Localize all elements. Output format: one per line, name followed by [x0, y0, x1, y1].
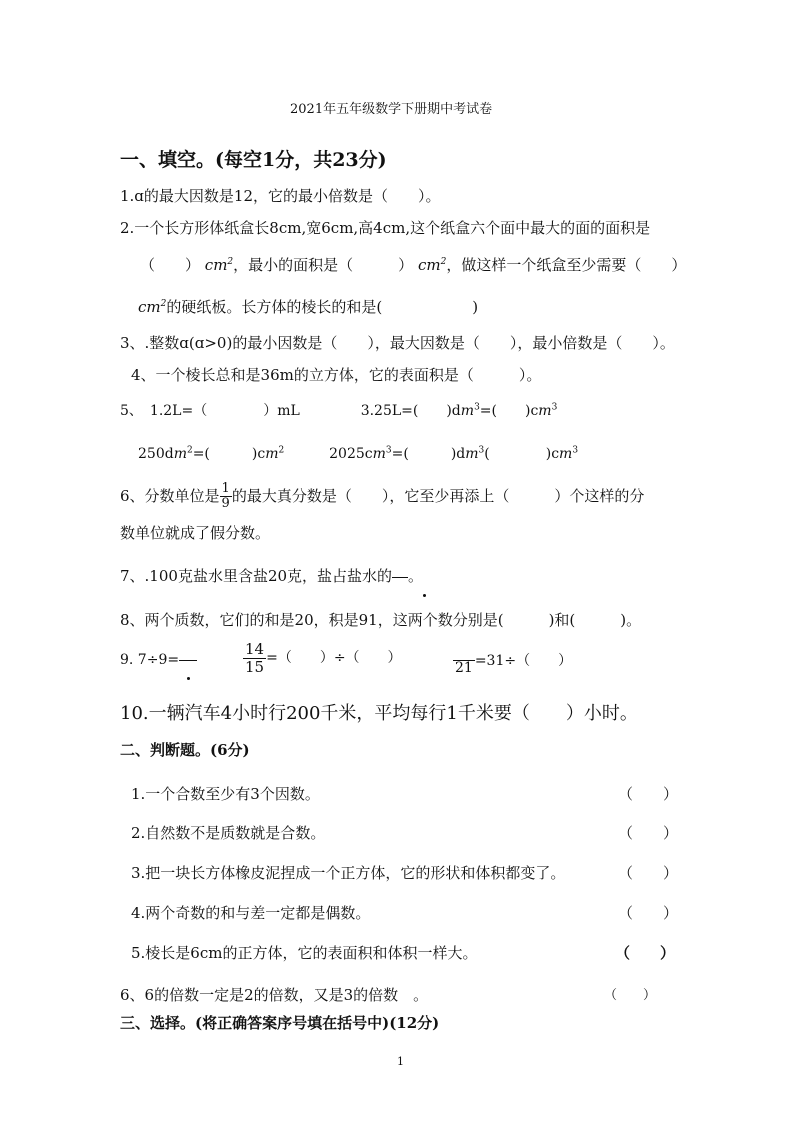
q9-text: =31÷（ ） [474, 652, 573, 669]
q6-pre: 6、分数单位是 [120, 486, 220, 505]
judge-item-4: 4.两个奇数的和与差一定都是偶数。 [131, 904, 371, 922]
fraction-denominator: 15 [245, 657, 265, 676]
q5-text: =( )c [479, 403, 539, 419]
answer-blank [179, 660, 197, 661]
unit-m: m [559, 446, 573, 462]
fraction-denominator: 9 [221, 496, 230, 512]
q5-dm3 [361, 403, 480, 419]
sup-2: 2 [160, 299, 167, 309]
unit-cm: cm [417, 256, 441, 274]
question-10: 10.一辆汽车4小时行200千米，平均每行1千米要（ ）小时。 [120, 703, 638, 724]
unit-m: m [173, 446, 187, 462]
judge-item-6: 6、6的倍数一定是2的倍数，又是3的倍数 。 [120, 986, 429, 1004]
question-2-line1: 2.一个长方形体纸盒长8cm,宽6cm,高4cm,这个纸盒六个面中最大的面的面积是 [120, 219, 651, 237]
unit-cm: cm [138, 298, 161, 316]
unit-cm2 [205, 256, 233, 274]
unit-m: m [372, 446, 386, 462]
q7-end: 。 [408, 567, 424, 585]
unit-m: m [465, 446, 479, 462]
q5-2025 [329, 446, 392, 462]
sup-2: 2 [227, 257, 234, 267]
q9-text: 9. 7÷9= [120, 652, 180, 668]
fraction-numerator: 1 [221, 481, 230, 496]
fraction-denominator: 21 [455, 660, 473, 677]
question-2-line3 [138, 300, 478, 315]
q5-text: 3.25L=( )d [360, 403, 461, 419]
q5-text: 2025c [329, 446, 373, 462]
q2-text-board: 的硬纸板。长方体的棱长的和是( ) [166, 298, 479, 316]
judge-item-3: 3.把一块长方体橡皮泥捏成一个正方体，它的形状和体积都变了。 [131, 864, 566, 882]
fraction-numerator [453, 645, 475, 661]
judge-paren-6[interactable]: （ ） [604, 988, 657, 1003]
page-title: 2021年五年级数学下册期中考试卷 [290, 102, 493, 117]
question-7 [120, 569, 423, 584]
sup-3: 3 [474, 402, 480, 413]
section2-heading: 二、判断题。(6分) [120, 741, 250, 759]
q5-liters: 5、 1.2L=（ ）mL [120, 403, 300, 419]
sup-2: 2 [440, 257, 447, 267]
fraction-1-9 [220, 482, 232, 512]
question-5-line2 [138, 447, 578, 461]
unit-cm2 [138, 298, 166, 316]
question-6-line1 [120, 482, 644, 512]
q2-text-need: ，做这样一个纸盒至少需要（ ） [446, 256, 687, 274]
q5-cm3 [480, 403, 558, 419]
question-9-part3 [453, 645, 572, 677]
answer-blank [392, 577, 408, 578]
judge-item-5: 5.棱长是6cm的正方体，它的表面积和体积一样大。 [131, 944, 478, 962]
q5-text: =( )d [391, 446, 466, 462]
fraction-numerator: 14 [245, 640, 265, 658]
q2-paren-1: （ ） [140, 256, 201, 274]
page-number: 1 [397, 1055, 404, 1068]
unit-m: m [538, 403, 552, 419]
q9-text: =（ ）÷（ ） [266, 650, 402, 666]
q5-cm2 [193, 446, 285, 462]
unit-cm: cm [204, 256, 228, 274]
q5-text: ( )c [484, 446, 560, 462]
q5-dm3b [392, 446, 485, 462]
question-2-line2 [140, 258, 686, 273]
unit-m: m [460, 403, 475, 419]
section1-heading: 一、填空。(每空1分，共23分) [120, 149, 387, 171]
sup-3: 3 [551, 402, 558, 413]
question-5-line1 [120, 404, 557, 418]
question-9-part1 [120, 653, 197, 667]
sup-3: 3 [385, 445, 392, 456]
blank-dot [187, 677, 190, 680]
q2-text-min: ，最小的面积是（ ） [233, 256, 414, 274]
sup-2: 2 [186, 445, 193, 456]
question-6-line2: 数单位就成了假分数。 [120, 524, 271, 542]
judge-item-1: 1.一个合数至少有3个因数。 [131, 785, 320, 803]
sup-3: 3 [478, 445, 485, 456]
blank-dot [423, 594, 426, 597]
question-8: 8、两个质数，它们的和是20，积是91，这两个数分别是( )和( )。 [120, 611, 642, 629]
question-3: 3、.整数ɑ(ɑ>0)的最小因数是（ ），最大因数是（ ），最小倍数是（ ）。 [120, 334, 675, 352]
fraction-14-15 [243, 641, 266, 675]
question-4: 4、一个棱长总和是36m的立方体，它的表面积是（ ）。 [131, 366, 542, 384]
unit-m: m [265, 446, 279, 462]
q5-cm3b [484, 446, 578, 462]
judge-paren-4[interactable]: （ ） [618, 904, 679, 922]
sup-3: 3 [572, 445, 579, 456]
judge-paren-3[interactable]: （ ） [618, 864, 679, 882]
judge-item-2: 2.自然数不是质数就是合数。 [131, 824, 326, 842]
sup-2: 2 [278, 445, 285, 456]
unit-cm2 [418, 256, 446, 274]
q7-text: 7、.100克盐水里含盐20克，盐占盐水的 [120, 567, 393, 585]
question-9-part2 [243, 641, 402, 675]
q5-250 [138, 446, 193, 462]
judge-paren-1[interactable]: （ ） [618, 785, 679, 803]
fraction-blank-21 [453, 645, 475, 677]
q5-text: 250d [138, 446, 174, 462]
judge-paren-5[interactable]: （ ） [615, 944, 676, 962]
question-1: 1.ɑ的最大因数是12，它的最小倍数是（ ）。 [120, 187, 441, 205]
judge-paren-2[interactable]: （ ） [618, 824, 679, 842]
q5-text: =( )c [192, 446, 266, 462]
section3-heading: 三、选择。(将正确答案序号填在括号中)(12分) [120, 1014, 440, 1032]
q6-post: 的最大真分数是（ ），它至少再添上（ ）个这样的分 [231, 486, 645, 505]
